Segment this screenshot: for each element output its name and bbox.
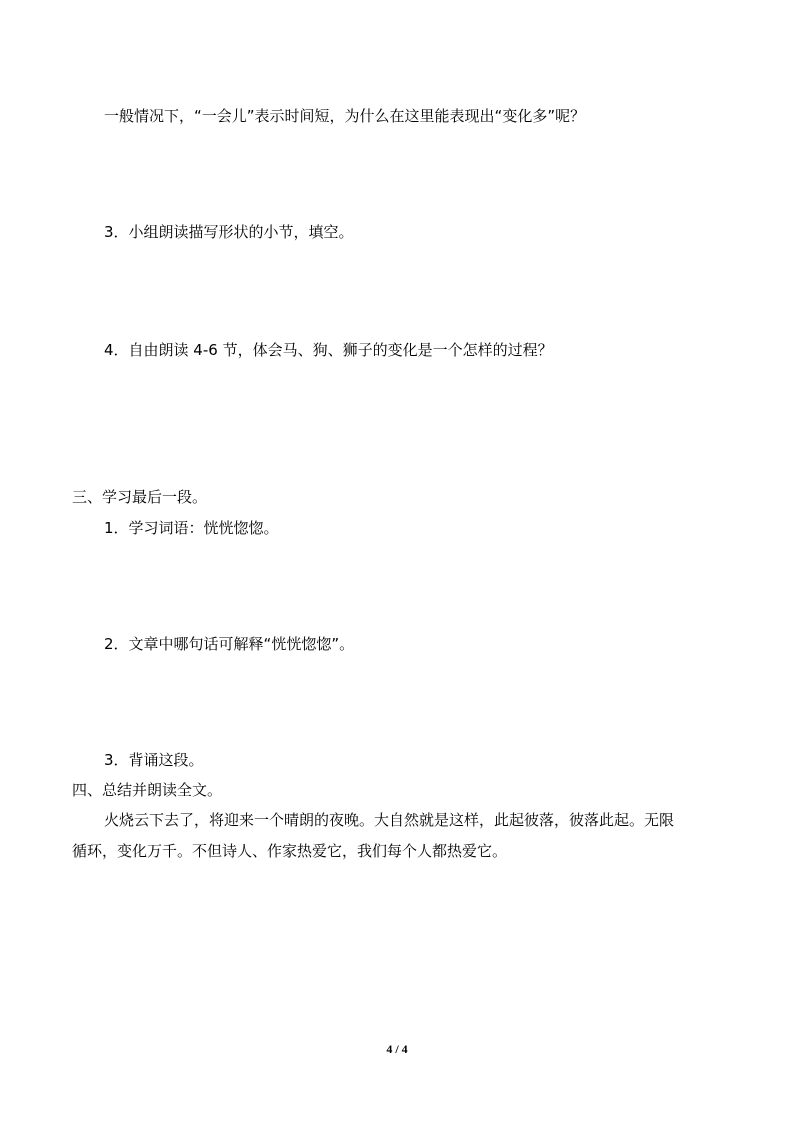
item-3: 3．小组朗读描写形状的小节，填空。: [104, 223, 354, 241]
page-number: 4 / 4: [386, 1042, 408, 1056]
section-3-heading: 三、学习最后一段。: [72, 488, 208, 506]
summary-line-2: 循环，变化万千。不但诗人、作家热爱它，我们每个人都热爱它。: [72, 842, 508, 860]
section-3-item-1: 1．学习词语：恍恍惚惚。: [104, 519, 279, 537]
question-yihuier: 一般情况下，“一会儿”表示时间短，为什么在这里能表现出“变化多”呢？: [104, 107, 586, 125]
summary-line-1: 火烧云下去了，将迎来一个晴朗的夜晚。大自然就是这样，此起彼落，彼落此起。无限: [104, 811, 675, 829]
section-3-item-2: 2．文章中哪句话可解释“恍恍惚惚”。: [104, 635, 355, 653]
section-3-item-3: 3．背诵这段。: [104, 751, 204, 769]
section-4-heading: 四、总结并朗读全文。: [72, 781, 223, 799]
item-4: 4．自由朗读 4-6 节，体会马、狗、狮子的变化是一个怎样的过程？: [104, 341, 553, 359]
